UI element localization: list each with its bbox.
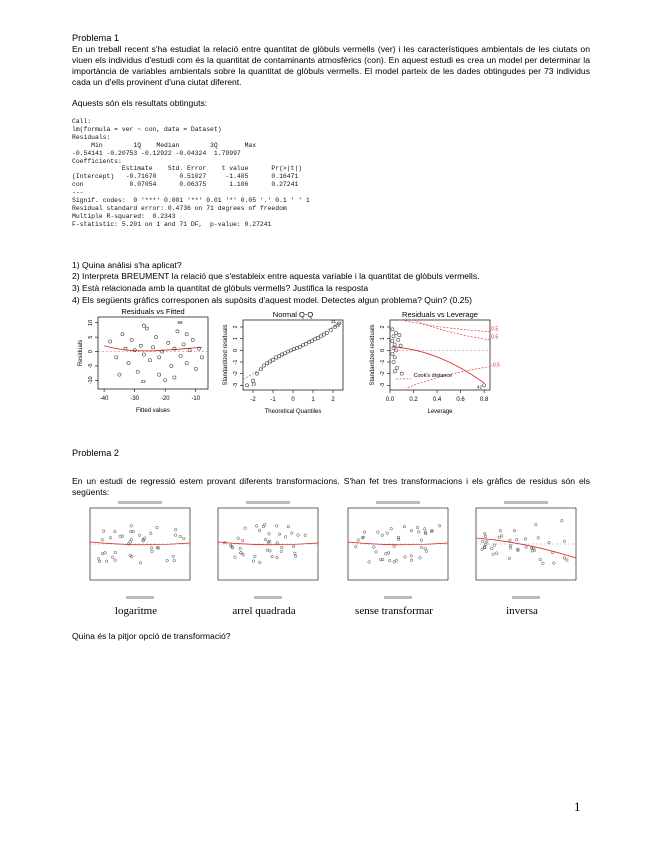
y-tick-label: 2 [233,325,239,329]
transform-residuals-panel-1 [72,500,197,610]
x-tick-label: -30 [130,396,140,402]
transform-residuals-panel-3 [330,500,455,610]
residual-point [490,547,493,550]
panel-xlabel-illegible [126,596,154,599]
residual-point [498,536,501,539]
data-point [393,356,396,359]
residual-point [174,534,177,537]
data-point [399,344,402,347]
residual-point [138,534,141,537]
residual-point [104,552,107,555]
residual-point [416,526,419,529]
data-point [313,338,316,341]
question-1: 1) Quina anàlisi s'ha aplicat? [72,260,182,270]
cooks-level-label: 0.5 [491,334,499,341]
cooks-distance-contour [402,320,490,332]
point-label: 22 [140,379,146,385]
data-point [295,346,298,349]
residual-point [486,540,489,543]
problem-1-results-label: Aquests són els resultats obtinguts: [72,98,208,108]
residual-point [419,557,422,560]
data-point [130,338,133,341]
residual-point [101,539,104,542]
residual-point [119,535,122,538]
data-point [398,334,401,337]
point-label: 13 [251,381,257,387]
data-point [185,361,188,364]
data-point [325,331,328,334]
data-point [139,344,142,347]
x-tick-label: 0 [291,397,295,403]
residual-point [294,552,297,555]
data-point [245,384,248,387]
caption-sense-transformar: sense transformar [355,605,433,617]
residual-point [182,537,185,540]
x-tick-label: -40 [99,396,109,402]
cooks-level-label: 0.5 [491,326,499,333]
smoother-line [104,346,202,351]
y-tick-label: -3 [233,382,239,388]
data-point [277,355,280,358]
residual-point [542,562,545,565]
data-point [322,333,325,336]
residual-point [363,531,366,534]
data-point [182,343,185,346]
residual-point [151,550,154,553]
residual-point [563,540,566,543]
data-point [391,339,394,342]
residual-point [240,552,243,555]
residual-point [482,540,485,543]
residual-point [166,559,169,562]
residual-point [368,561,371,564]
x-tick-label: 0.8 [479,397,489,403]
y-axis-label: Residuals [78,339,84,367]
residual-point [114,559,117,562]
caption-inversa: inversa [506,605,538,617]
smoother-line [348,542,448,545]
caption-logaritme: logaritme [114,605,158,617]
residual-point [493,544,496,547]
data-point [121,333,124,336]
residual-point [393,561,396,564]
y-tick-label: -5 [88,363,94,369]
residual-point [530,547,533,550]
residual-point [397,538,400,541]
data-point [310,339,313,342]
residual-point [420,546,423,549]
data-point [289,349,292,352]
residual-point [548,541,551,544]
residual-point [553,562,556,565]
x-tick-label: -1 [270,397,276,403]
data-point [397,338,400,341]
residual-point [292,545,295,548]
data-point [167,341,170,344]
y-tick-label: 5 [88,335,94,339]
data-point [115,356,118,359]
y-tick-label: 0 [233,348,239,352]
data-point [393,370,396,373]
plot-frame [243,320,343,390]
residual-point [280,550,283,553]
x-tick-label: 0.4 [432,397,442,403]
residual-point [98,560,101,563]
residual-point [294,555,297,558]
residual-point [403,525,406,528]
data-point [394,331,397,334]
residual-point [425,550,428,553]
residuals-vs-leverage-plot [360,310,510,425]
data-point [265,362,268,365]
panel-xlabel-illegible [254,596,282,599]
residual-point [114,530,117,533]
residual-point [262,525,265,528]
smoother-line [476,538,576,558]
residual-point [381,534,384,537]
transform-residuals-panel-4 [458,500,583,610]
y-axis-label: Standardized residuals [223,324,229,386]
residual-point [255,525,258,528]
x-tick-label: -10 [191,396,201,402]
residual-point [566,559,569,562]
residual-point [539,558,542,561]
residual-point [377,531,380,534]
point-label: 42 [477,384,483,390]
problem-2-title: Problema 2 [72,448,119,458]
residual-point [156,526,159,529]
residual-point [417,531,420,534]
y-tick-label: -2 [380,371,386,377]
question-2: 2) Interpreta BREUMENT la relació que s'estableix entre aquesta variable i la quantitat de glòbuls vermells. [72,271,480,281]
data-point [136,370,139,373]
caption-arrel-quadrada: arrel quadrada [232,605,296,617]
residual-point [121,535,124,538]
y-axis-label: Standardized residuals [370,324,376,386]
data-point [109,340,112,343]
data-point [118,373,121,376]
residual-point [264,538,267,541]
residual-point [513,529,516,532]
point-label: 21 [331,318,337,324]
y-tick-label: 2 [380,325,386,329]
data-point [173,376,176,379]
residual-point [97,558,100,561]
data-point [133,349,136,352]
y-tick-label: 1 [233,337,239,341]
residual-point [114,551,117,554]
panel-xlabel-illegible [512,596,540,599]
residual-point [237,537,240,540]
y-tick-label: -3 [380,382,386,388]
data-point [392,360,395,363]
data-point [280,353,283,356]
panel-title-illegible [376,501,420,504]
data-point [154,336,157,339]
data-point [268,360,271,363]
x-tick-label: -2 [250,397,256,403]
point-label: 22 [335,322,341,328]
data-point [176,330,179,333]
residual-point [234,556,237,559]
residual-point [525,546,528,549]
residual-point [537,537,540,540]
y-tick-label: -2 [233,371,239,377]
panel-xlabel-illegible [384,596,412,599]
residual-point [410,555,413,558]
data-point [391,328,394,331]
residual-point [239,547,242,550]
plot-title: Normal Q-Q [272,310,314,319]
data-point [286,350,289,353]
residual-point [276,556,279,559]
y-tick-label: 0 [88,350,94,354]
x-tick-label: -20 [160,396,170,402]
y-tick-label: -1 [233,359,239,365]
r-regression-output: Call: lm(formula = ver ~ con, data = Dataset) Residuals: Min 1Q Median 3Q Max -0.54141 -0.20753 -0.12922 -0.04324 1.79997 Coefficients: Estimate Std. Error t value Pr(>|t|) (Intercept) -0.71670 0.51027 -1.405 0.16471 con 0.07054 0.06375 1.106 0.27241 --- Signif. codes: 0 '***' 0.001 '**' 0.01 '*' 0.05 '.' 0.1 ' ' 1 Residual standard error: 0.4736 on 71 degrees of freedom Multiple R-squared: 0.2343 F-statistic: 5.201 on 1 and 71 DF, p-value: 0.27241 [72,118,310,228]
data-point [151,346,154,349]
panel-title-illegible [246,501,290,504]
residual-point [420,539,423,542]
residual-point [281,546,284,549]
data-point [179,354,182,357]
residual-point [130,524,133,527]
data-point [142,353,145,356]
cooks-level-label: -0.5 [491,362,500,369]
x-tick-label: 2 [331,397,335,403]
data-point [188,349,191,352]
residual-point [423,528,426,531]
residual-point [495,552,498,555]
data-point [271,358,274,361]
cooks-distance-contour [414,320,490,340]
data-point [483,384,486,387]
question-4: 4) Els següents gràfics corresponen als supòsits d'aquest model. Detectes algun problema? Quin? (0.25) [72,295,473,305]
point-label: 69 [177,320,183,326]
x-tick-label: 0.6 [456,397,465,403]
data-point [392,335,395,338]
residual-point [242,553,245,556]
data-point [316,336,319,339]
data-point [304,342,307,345]
residual-point [404,556,407,559]
data-point [158,356,161,359]
residual-point [375,551,378,554]
plot-title: Residuals vs Fitted [121,307,185,316]
residual-point [275,525,278,528]
x-tick-label: 1 [311,397,315,403]
residual-point [139,561,142,564]
x-tick-label: 0.2 [409,397,418,403]
residual-point [268,532,271,535]
data-point [145,327,148,330]
residual-point [561,519,564,522]
residual-point [241,539,244,542]
y-tick-label: 10 [88,319,94,326]
residual-point [101,552,104,555]
residual-point [387,552,390,555]
residual-point [390,527,393,530]
data-point [262,364,265,367]
data-point [194,367,197,370]
residual-point [179,535,182,538]
data-point [200,356,203,359]
residual-point [424,547,427,550]
residual-point [109,537,112,540]
y-tick-label: 0 [380,348,386,352]
residual-point [509,539,512,542]
data-point [283,352,286,355]
residual-point [438,524,441,527]
y-tick-label: 1 [380,337,386,341]
residual-point [393,545,396,548]
residual-point [271,555,274,558]
plot-frame [98,317,208,389]
panel-title-illegible [118,501,162,504]
residual-point [287,525,290,528]
smoother-line [90,542,190,545]
question-3: 3) Està relacionada amb la quantitat de glòbuls vermells? Justifica la resposta [72,283,369,293]
residual-point [481,548,484,551]
residual-point [508,557,511,560]
data-point [127,361,130,364]
residual-point [410,529,413,532]
data-point [274,356,277,359]
data-point [400,372,403,375]
residual-point [284,536,287,539]
data-point [395,366,398,369]
data-point [391,352,394,355]
residual-point [304,534,307,537]
residual-point [111,556,114,559]
problem-2-intro: En un estudi de regressió estem provant diferents transformacions. S'han fet tres transformacions i els gràfics de residus són els següents: [72,476,590,497]
x-axis-label: Theoretical Quantiles [264,409,322,415]
residual-point [173,559,176,562]
residual-point [143,537,146,540]
problem-1-intro: En un treball recent s'ha estudiat la relació entre quantitat de glòbuls vermells (ver) i les característiques ambientals de les ciutats on viuen els individus d'estudi com és la quantitat de contaminants atmosfèrics (con). En aquest estudi es crea un model per determinar la importància de variables ambientals sobre la quantitat de glòbuls vermells. El model parteix de les dades obtingudes per 73 individus cada un d'ells provinent d'una ciutat diferent. [72,44,590,87]
residual-point [102,530,105,533]
data-point [307,341,310,344]
residuals-vs-fitted-plot [70,305,220,423]
residual-point [500,535,503,538]
residual-point [290,532,293,535]
x-axis-label: Fitted values [135,408,171,414]
data-point [185,333,188,336]
normal-qq-plot [213,310,361,425]
residual-point [278,533,281,536]
problem-2-question: Quina és la pitjor opció de transformació? [72,631,231,641]
residual-point [373,546,376,549]
data-point [142,324,145,327]
cooks-distance-legend: Cook's distance [413,373,453,380]
data-point [170,364,173,367]
page-number: 1 [574,799,581,814]
data-point [255,372,258,375]
residual-point [252,560,255,563]
data-point [259,367,262,370]
data-point [164,379,167,382]
residual-point [269,550,272,553]
residual-point [492,553,495,556]
residual-point [266,549,269,552]
data-point [191,338,194,341]
residual-point [563,557,566,560]
residual-point [384,552,387,555]
data-point [148,359,151,362]
residual-point [105,560,108,563]
residual-point [483,532,486,535]
residual-point [388,559,391,562]
residual-point [172,555,175,558]
plot-title: Residuals vs Leverage [402,310,478,319]
residual-point [524,538,527,541]
data-point [329,328,332,331]
residual-point [386,532,389,535]
residual-point [130,538,133,541]
panel-title-illegible [504,501,548,504]
residual-point [149,532,152,535]
residual-point [174,528,177,531]
residual-point [410,559,413,562]
residual-point [354,545,357,548]
transform-residuals-panel-2 [200,500,325,610]
residual-point [244,527,247,530]
residual-point [535,523,538,526]
residual-point [150,547,153,550]
y-tick-label: -10 [88,376,94,385]
data-point [319,335,322,338]
residual-point [276,541,279,544]
x-axis-label: Leverage [427,409,453,415]
residual-point [515,538,518,541]
x-tick-label: 0.0 [385,397,395,403]
data-point [158,373,161,376]
residual-point [258,561,261,564]
residual-point [254,555,257,558]
residual-point [357,539,360,542]
y-tick-label: -1 [380,359,386,365]
residual-point [297,534,300,537]
residual-point [258,529,261,532]
data-point [393,343,396,346]
problem-1-title: Problema 1 [72,33,119,43]
residual-point [499,529,502,532]
residual-point [484,535,487,538]
